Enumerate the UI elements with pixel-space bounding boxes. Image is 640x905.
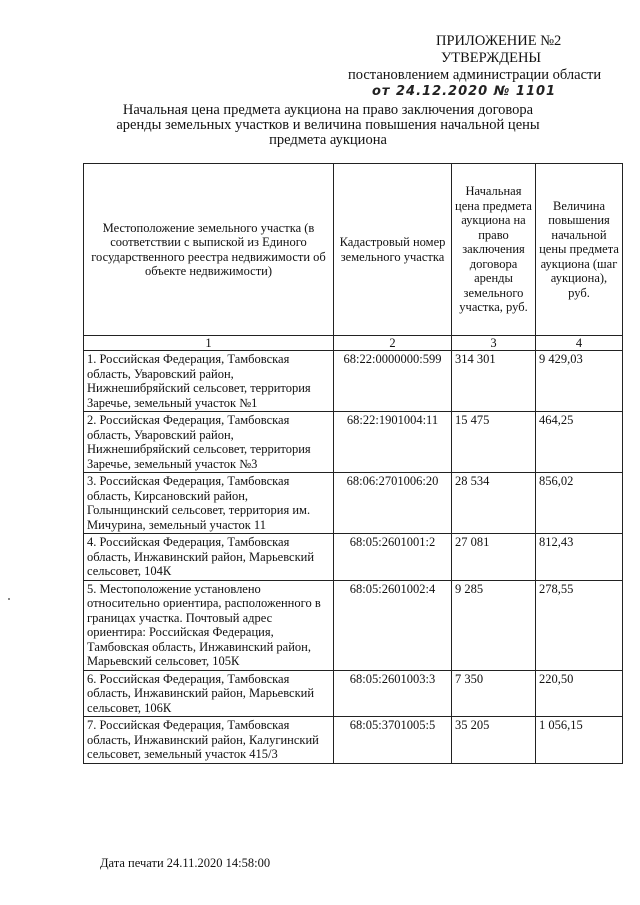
table-header-row [84, 164, 623, 336]
column-number: 1 [84, 336, 334, 351]
price-cell: 7 350 [452, 670, 536, 717]
header-step: Величина повышения начальной цены предмета аукциона (шаг аукциона), руб. [536, 164, 623, 336]
location-cell: 6. Российская Федерация, Тамбовская область, Инжавинский район, Марьевский сельсовет, 106К [84, 670, 334, 717]
price-cell: 27 081 [452, 534, 536, 581]
table-row [84, 717, 623, 764]
approved-label: УТВЕРЖДЕНЫ [441, 50, 542, 66]
step-cell: 220,50 [536, 670, 623, 717]
cadastral-cell: 68:05:2601002:4 [334, 580, 452, 670]
table-row [84, 473, 623, 534]
appendix-label: ПРИЛОЖЕНИЕ №2 [436, 33, 562, 49]
scan-speck [8, 598, 10, 600]
table-row [84, 580, 623, 670]
location-cell: 5. Местоположение установлено относительно ориентира, расположенного в границах участка. Почтовый адрес ориентира: Российская Федерация, Тамбовская область, Инжавинский район, Марьевский сельсовет, 105К [84, 580, 334, 670]
print-date: Дата печати 24.11.2020 14:58:00 [100, 856, 271, 870]
step-cell: 856,02 [536, 473, 623, 534]
location-cell: 7. Российская Федерация, Тамбовская область, Инжавинский район, Калугинский сельсовет, земельный участок 415/3 [84, 717, 334, 764]
column-number-row [84, 336, 623, 351]
location-cell: 2. Российская Федерация, Тамбовская область, Уваровский район, Нижнешибряйский сельсовет, территория Заречье, земельный участок №3 [84, 412, 334, 473]
cadastral-cell: 68:05:3701005:5 [334, 717, 452, 764]
step-cell: 812,43 [536, 534, 623, 581]
table-row [84, 670, 623, 717]
column-number: 2 [334, 336, 452, 351]
cadastral-cell: 68:05:2601001:2 [334, 534, 452, 581]
price-cell: 9 285 [452, 580, 536, 670]
auction-price-table [83, 163, 623, 764]
cadastral-cell: 68:22:1901004:11 [334, 412, 452, 473]
approval-header [348, 33, 630, 84]
resolution-label: постановлением администрации области [348, 67, 602, 83]
cadastral-cell: 68:05:2601003:3 [334, 670, 452, 717]
price-cell: 314 301 [452, 351, 536, 412]
step-cell: 1 056,15 [536, 717, 623, 764]
table-row [84, 351, 623, 412]
header-location: Местоположение земельного участка (в соответствии с выпиской из Единого государственного реестра недвижимости об объекте недвижимости) [84, 164, 334, 336]
header-price: Начальная цена предмета аукциона на право заключения договора аренды земельного участка, руб. [452, 164, 536, 336]
table-row [84, 534, 623, 581]
column-number: 3 [452, 336, 536, 351]
step-cell: 278,55 [536, 580, 623, 670]
price-cell: 35 205 [452, 717, 536, 764]
column-number: 4 [536, 336, 623, 351]
step-cell: 9 429,03 [536, 351, 623, 412]
cadastral-cell: 68:06:2701006:20 [334, 473, 452, 534]
document-title: Начальная цена предмета аукциона на право заключения договора аренды земельных участков и величина повышения начальной цены предмета аукциона [116, 102, 540, 148]
price-cell: 15 475 [452, 412, 536, 473]
handwritten-date-number: от 24.12.2020 № 1101 [372, 84, 557, 99]
header-cadastral: Кадастровый номер земельного участка [334, 164, 452, 336]
location-cell: 3. Российская Федерация, Тамбовская область, Кирсановский район, Голынщинский сельсовет, территория им. Мичурина, земельный участок 11 [84, 473, 334, 534]
table-row [84, 412, 623, 473]
cadastral-cell: 68:22:0000000:599 [334, 351, 452, 412]
location-cell: 4. Российская Федерация, Тамбовская область, Инжавинский район, Марьевский сельсовет, 104К [84, 534, 334, 581]
step-cell: 464,25 [536, 412, 623, 473]
location-cell: 1. Российская Федерация, Тамбовская область, Уваровский район, Нижнешибряйский сельсовет, территория Заречье, земельный участок №1 [84, 351, 334, 412]
price-cell: 28 534 [452, 473, 536, 534]
